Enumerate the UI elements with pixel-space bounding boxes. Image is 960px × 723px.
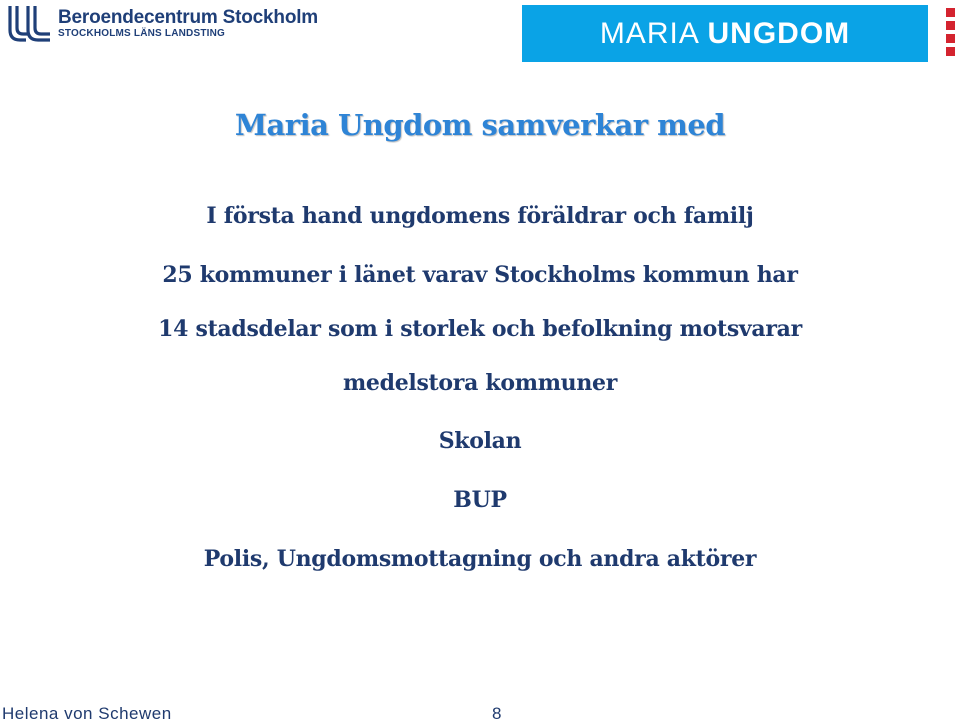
logo-title: Beroendecentrum Stockholm xyxy=(58,7,318,28)
logo-text-ungdom: UNGDOM xyxy=(707,16,851,50)
beroendecentrum-logo xyxy=(6,4,318,44)
maria-ungdom-logo xyxy=(522,5,928,62)
content-line: 25 kommuner i länet varav Stockholms kommun har xyxy=(162,262,798,288)
content-line: BUP xyxy=(453,487,507,513)
content-line: medelstora kommuner xyxy=(342,370,618,396)
red-accent-marks xyxy=(946,8,956,60)
content-line: 14 stadsdelar som i storlek och befolkning motsvarar xyxy=(158,316,802,342)
content-line: Skolan xyxy=(438,428,522,454)
logo-subtitle: STOCKHOLMS LÄNS LANDSTING xyxy=(58,28,226,39)
footer-author: Helena von Schewen xyxy=(2,704,172,723)
slide-title: Maria Ungdom samverkar med xyxy=(234,108,726,142)
content-line: Polis, Ungdomsmottagning och andra aktörer xyxy=(203,546,757,572)
sll-logo-icon xyxy=(6,4,52,44)
page-number: 8 xyxy=(492,704,502,723)
content-line: I första hand ungdomens föräldrar och familj xyxy=(206,203,754,229)
logo-text-maria: MARIA xyxy=(599,16,699,50)
